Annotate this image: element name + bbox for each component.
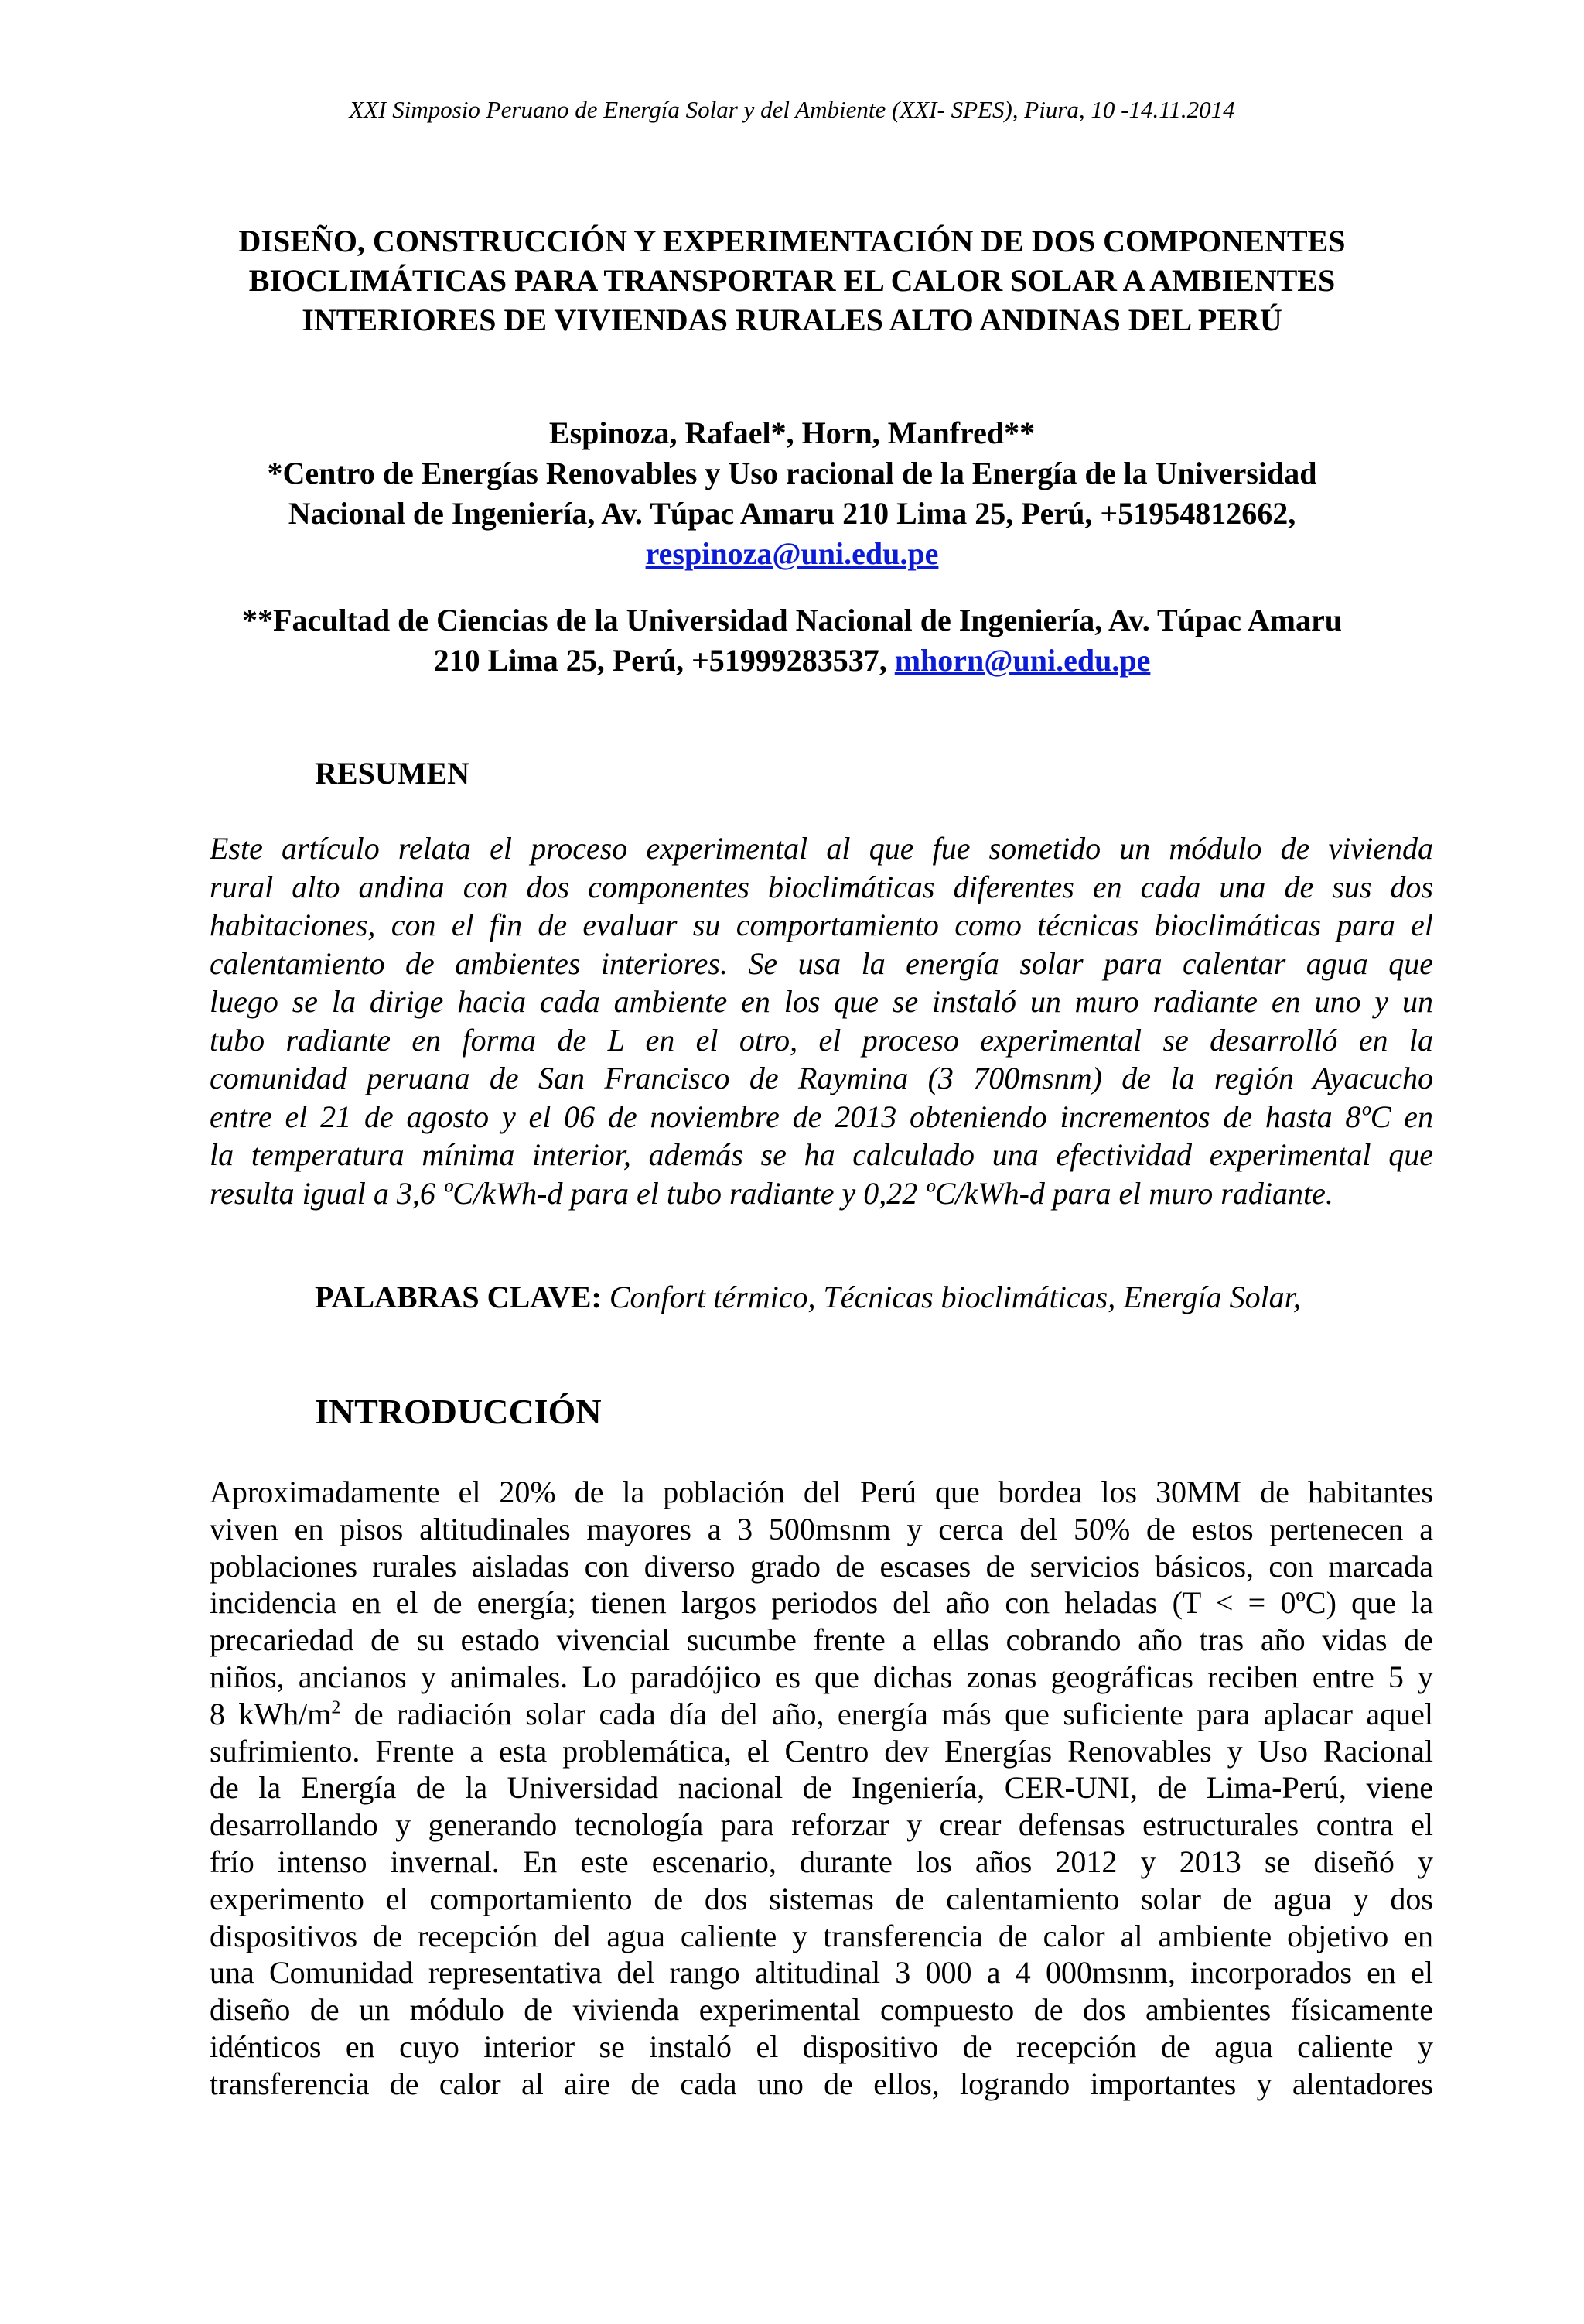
title-line: INTERIORES DE VIVIENDAS RURALES ALTO ANDINAS DEL PERÚ: [302, 302, 1282, 337]
title-line: BIOCLIMÁTICAS PARA TRANSPORTAR EL CALOR SOLAR A AMBIENTES: [248, 263, 1336, 298]
affiliation-line: **Facultad de Ciencias de la Universidad Nacional de Ingeniería, Av. Túpac Amaru: [242, 603, 1342, 637]
author-names: Espinoza, Rafael*, Horn, Manfred**: [548, 415, 1036, 450]
abstract-line: entre el 21 de agosto y el 06 de noviembre de 2013 obteniendo incrementos de hasta 8ºC en: [210, 1099, 1433, 1134]
body-line: sufrimiento. Frente a esta problemática, el Centro dev Energías Renovables y Uso Racional: [210, 1733, 1433, 1769]
body-line: experimento el comportamiento de dos sistemas de calentamiento solar de agua y dos: [210, 1881, 1433, 1916]
affiliation-block-2: [155, 600, 1429, 681]
affiliation-line: *Centro de Energías Renovables y Uso racional de la Energía de la Universidad: [267, 456, 1317, 490]
title-line: DISEÑO, CONSTRUCCIÓN Y EXPERIMENTACIÓN DE DOS COMPONENTES: [238, 224, 1346, 258]
body-line: transferencia de calor al aire de cada uno de ellos, logrando importantes y alentadores: [210, 2066, 1433, 2101]
body-line: desarrollando y generando tecnología para reforzar y crear defensas estructurales contra el: [210, 1807, 1433, 1843]
body-line: de la Energía de la Universidad nacional de Ingeniería, CER-UNI, de Lima-Perú, viene: [210, 1770, 1433, 1806]
abstract-line: comunidad peruana de San Francisco de Raymina (3 700msnm) de la región Ayacucho: [210, 1061, 1433, 1095]
superscript: 2: [331, 1697, 341, 1718]
body-text: de radiación solar cada día del año, energía más que suficiente para aplacar aquel: [340, 1696, 1433, 1731]
abstract-line: habitaciones, con el fin de evaluar su comportamiento como técnicas bioclimáticas para el: [210, 907, 1433, 942]
abstract-line: resulta igual a 3,6 ºC/kWh-d para el tubo radiante y 0,22 ºC/kWh-d para el muro radiante.: [210, 1175, 1333, 1211]
email-link-espinoza[interactable]: respinoza@uni.edu.pe: [645, 536, 939, 571]
author-block: [155, 413, 1429, 574]
abstract-line: luego se la dirige hacia cada ambiente en los que se instaló un muro radiante en uno y un: [210, 984, 1433, 1019]
body-line: poblaciones rurales aisladas con diverso grado de escases de servicios básicos, con marcada: [210, 1548, 1433, 1584]
body-line: diseño de un módulo de vivienda experimental compuesto de dos ambientes físicamente: [210, 1992, 1433, 2028]
body-line: una Comunidad representativa del rango altitudinal 3 000 a 4 000msnm, incorporados en el: [210, 1955, 1433, 1991]
body-line: Aproximadamente el 20% de la población del Perú que bordea los 30MM de habitantes: [210, 1475, 1433, 1509]
body-line: dispositivos de recepción del agua caliente y transferencia de calor al ambiente objetivo en: [210, 1918, 1433, 1953]
introduction-text: [210, 1474, 1433, 2103]
body-line: idénticos en cuyo interior se instaló el dispositivo de recepción de agua caliente y: [210, 2028, 1433, 2064]
body-text: 8 kWh/m: [210, 1696, 332, 1731]
running-header: XXI Simposio Peruano de Energía Solar y del Ambiente (XXI- SPES), Piura, 10 -14.11.2014: [349, 96, 1235, 123]
keywords: [315, 1279, 1301, 1315]
abstract-line: tubo radiante en forma de L en el otro, el proceso experimental se desarrolló en la: [210, 1022, 1433, 1058]
body-line: frío intenso invernal. En este escenario, durante los años 2012 y 2013 se diseñó y: [210, 1844, 1433, 1879]
body-line: niños, ancianos y animales. Lo paradójico es que dichas zonas geográficas reciben entre 5 y: [210, 1659, 1433, 1694]
email-link-horn[interactable]: mhorn@uni.edu.pe: [894, 643, 1151, 678]
keywords-text: Confort térmico, Técnicas bioclimáticas, Energía Solar,: [601, 1280, 1301, 1314]
paper-title: [155, 221, 1429, 340]
abstract-line: calentamiento de ambientes interiores. Se usa la energía solar para calentar agua que: [210, 945, 1433, 981]
body-line: viven en pisos altitudinales mayores a 3 500msnm y cerca del 50% de estos pertenecen a: [210, 1511, 1433, 1546]
section-heading-introduccion: INTRODUCCIÓN: [315, 1392, 602, 1431]
keywords-label: PALABRAS CLAVE:: [315, 1280, 602, 1314]
affiliation-line: 210 Lima 25, Perú, +51999283537,: [433, 643, 887, 678]
section-heading-resumen: RESUMEN: [315, 756, 470, 791]
abstract-text: [210, 829, 1433, 1212]
abstract-line: Este artículo relata el proceso experimental al que fue sometido un módulo de vivienda: [210, 831, 1433, 866]
body-line: incidencia en el de energía; tienen largos periodos del año con heladas (T < = 0ºC) que la: [210, 1585, 1433, 1621]
abstract-line: la temperatura mínima interior, además se ha calculado una efectividad experimental que: [210, 1137, 1433, 1172]
affiliation-line: Nacional de Ingeniería, Av. Túpac Amaru 210 Lima 25, Perú, +51954812662,: [288, 496, 1296, 531]
abstract-line: rural alto andina con dos componentes bioclimáticas diferentes en cada una de sus dos: [210, 869, 1433, 904]
body-line: [210, 1696, 1433, 1733]
body-line: precariedad de su estado vivencial sucumbe frente a ellas cobrando año tras año vidas de: [210, 1622, 1433, 1658]
